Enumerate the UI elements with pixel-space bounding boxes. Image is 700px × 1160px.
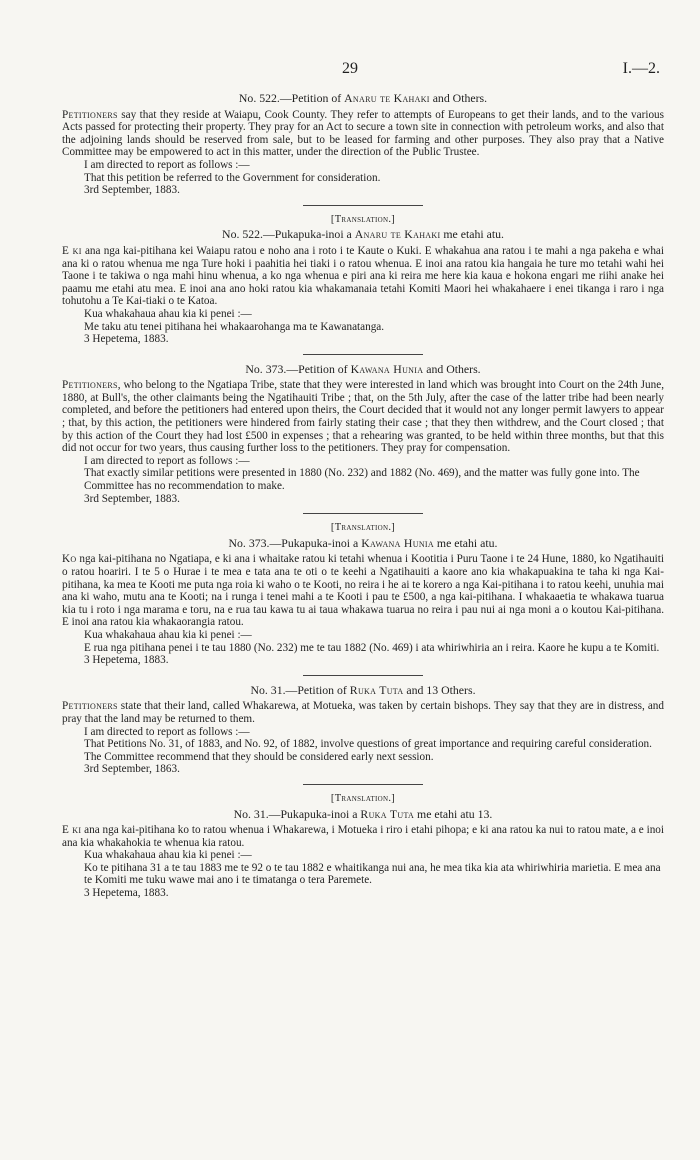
report-intro: Kua whakahaua ahau kia ki penei :— bbox=[84, 628, 252, 641]
report-text: Ko te pitihana 31 a te tau 1883 me te 92 o te tau 1882 e whaitikanga nui ana, he mea tika kia ata whiriwhiria marietia. E mea ana te Komiti me tuku wawe mai ano i te timatanga o tera Paremete. bbox=[84, 861, 661, 887]
petition-paragraph: Ko nga kai-pitihana no Ngatiapa, e ki ana i whaitake ratou ki tetahi whenua i Kootitia i Puru Taone i te 24 Hune, 1880, ko Ngatihauiti o ratou hoariri. I te 5 o Hurae i te mea e tata ana te oti o te keehi a Ngatihauiti a kaore ano kia whakapuakina te taha ki nga Kai-pitihana, ka mea te Kooti me puta nga roia ki waho o te Kooti, no reira i he ai te korero a nga Kai-pitihana i to ratou keehi, unuhia mai ana ki waho, mutu ana te Kooti; na i runga i tenei mahi a te Kooti i pau te £500, a nga kai-pitihana. I whakaaetia te whakawa tuarua kia tu i roto i nga marama e toru, na e rua tau kawa tu ai taua whakawa tuarua no reira i pau nui ai nga moni a o koutou Kai-pitihana. E inoi ana ratou kia whakaorangia ratou. bbox=[62, 553, 664, 629]
report-text: Me taku atu tenei pitihana hei whakaarohanga ma te Kawanatanga. bbox=[84, 320, 385, 333]
series-reference: I.—2. bbox=[622, 60, 660, 77]
translation-label: [Translation.] bbox=[330, 213, 396, 225]
report-date: 3rd September, 1863. bbox=[84, 763, 180, 776]
report-text: That exactly similar petitions were presented in 1880 (No. 232) and 1882 (No. 469), and the matter was fully gone into. The Committee has no recommendation to make. bbox=[84, 467, 640, 493]
petition-paragraph: E ki ana nga kai-pitihana ko to ratou whenua i Whakarewa, i Motueka i riro i etahi pihopa; e ki ana ratou ka nui to ratou mate, a e inoi ana kia whakahokia te whenua kia ratou. bbox=[62, 824, 664, 849]
report-intro: I am directed to report as follows :— bbox=[84, 454, 250, 467]
petition-paragraph: Petitioners state that their land, called Whakarewa, at Motueka, was taken by certain bishops. They say that they are in distress, and pray that the land may be returned to them. bbox=[62, 700, 664, 725]
report-date: 3rd September, 1883. bbox=[84, 184, 180, 197]
petition-373-english bbox=[62, 363, 664, 506]
petition-31-translation bbox=[62, 793, 664, 900]
petition-heading: No. 373.—Petition of Kawana Hunia and Others. bbox=[245, 361, 481, 376]
petition-paragraph: Petitioners say that they reside at Waiapu, Cook County. They refer to attempts of Europeans to get their lands, and to the various Acts passed for protecting their property. They pray for an Act to secure a town site in connection with petroleum works, and also that the adjoining lands should be reserved from sale, but to be leased for farming and other purposes. They also pray that a Native Committee may be empowered to act in this matter, under the direction of the Public Trustee. bbox=[62, 108, 664, 159]
petition-heading: No. 31.—Pukapuka-inoi a Ruka Tuta me etahi atu 13. bbox=[233, 806, 493, 821]
document-body bbox=[62, 92, 664, 908]
petition-373-translation bbox=[62, 522, 664, 667]
report-date: 3rd September, 1883. bbox=[84, 492, 180, 505]
report-date: 3 Hepetema, 1883. bbox=[84, 887, 169, 900]
section-divider bbox=[303, 354, 423, 355]
report-intro: I am directed to report as follows :— bbox=[84, 725, 250, 738]
petition-heading: No. 31.—Petition of Ruka Tuta and 13 Others. bbox=[250, 682, 476, 697]
translation-label: [Translation.] bbox=[330, 522, 396, 534]
report-text: That this petition be referred to the Government for consideration. bbox=[84, 171, 381, 184]
report-intro: I am directed to report as follows :— bbox=[84, 158, 250, 171]
petition-522-english bbox=[62, 92, 664, 197]
petition-heading: No. 373.—Pukapuka-inoi a Kawana Hunia me etahi atu. bbox=[228, 535, 498, 550]
report-date: 3 Hepetema, 1883. bbox=[84, 333, 169, 346]
report-intro: Kua whakahaua ahau kia ki penei :— bbox=[84, 307, 252, 320]
petition-522-translation bbox=[62, 214, 664, 346]
page-number: 29 bbox=[342, 60, 358, 77]
petition-31-english bbox=[62, 684, 664, 776]
petition-paragraph: Petitioners, who belong to the Ngatiapa Tribe, state that they were interested in land which was brought into Court on the 24th June, 1880, at Bull's, the other claimants being the Ngatihauiti Tribe ; that, on the 5th July, after the case of the latter tribe had been nearly completed, and before the petitioners had entered upon theirs, the Court decided that it would not any longer permit lawyers to appear ; that, by this action, the petitioners were hindered from fairly stating their case ; that they then withdrew, and the Court closed ; that by this action of the Court they had lost £500 in expenses ; that a rehearing was granted, to be held within three months, but that this did not occur for two years, thus causing further loss to the petitioners. They pray for compensation. bbox=[62, 379, 664, 455]
translation-label: [Translation.] bbox=[330, 792, 396, 804]
report-text: That Petitions No. 31, of 1883, and No. 92, of 1882, involve questions of great importance and requiring careful consideration. The Committee recommend that they should be considered early next session. bbox=[84, 738, 652, 763]
report-date: 3 Hepetema, 1883. bbox=[84, 654, 169, 667]
report-text: E rua nga pitihana penei i te tau 1880 (No. 232) me te tau 1882 (No. 469) i ata whiriwhiria an i reira. Kaore he kupu a te Komiti. bbox=[84, 641, 660, 654]
report-intro: Kua whakahaua ahau kia ki penei :— bbox=[84, 849, 252, 862]
section-divider bbox=[303, 205, 423, 206]
petition-paragraph: E ki ana nga kai-pitihana kei Waiapu ratou e noho ana i roto i te Kaute o Kuki. E whakahua ana ratou i te mahi a nga pakeha e whai ana ki o ratou whenua me nga Ture hoki i paahitia hei tiaki i o ratou whenua. E inoi ana ratou kia hangaia he ture mo tetahi wahi hei Taone i te takiwa o nga mahi hinu whenua, a ko nga whenua e piri ana ki reira me here kia kaua e hokona engari me riihi anake hei paamu me etahi atu mea. E inoi ana ano hoki ratou kia whakamanaia tetahi Komiti Maori hei whakahaere i enei tikanga i raro i nga tohutohu a Te Kai-tiaki o te Katoa. bbox=[62, 244, 664, 308]
petition-heading: No. 522.—Pukapuka-inoi a Anaru te Kahaki me etahi atu. bbox=[222, 227, 504, 242]
section-divider bbox=[303, 513, 423, 514]
petition-heading: No. 522.—Petition of Anaru te Kahaki and Others. bbox=[238, 91, 488, 105]
section-divider bbox=[303, 675, 423, 676]
section-divider bbox=[303, 784, 423, 785]
